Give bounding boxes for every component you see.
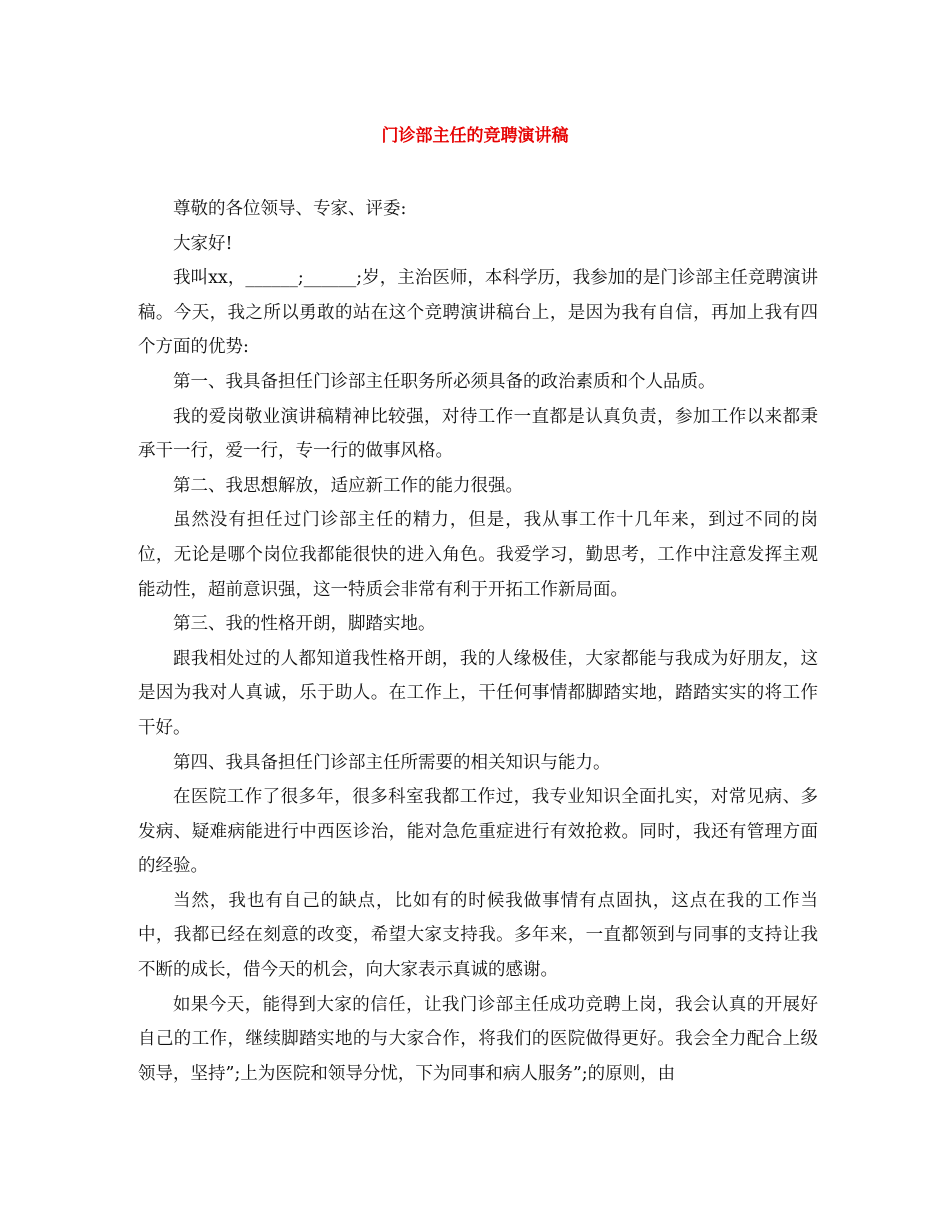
paragraph-hello: 大家好!: [173, 233, 233, 254]
paragraph-point-one: 第一、我具备担任门诊部主任职务所必须具备的政治素质和个人品质。: [173, 371, 716, 392]
paragraph-intro: 我叫xx，______;______;岁，主治医师，本科学历，我参加的是门诊部主任竞聘演讲稿。今天，我之所以勇敢的站在这个竞聘演讲稿台上，是因为我有自信，再加上我有四个方面的优势:: [138, 268, 818, 358]
paragraph-shortcomings: 当然，我也有自己的缺点，比如有的时候我做事情有点固执，这点在我的工作当中，我都已经在刻意的改变，希望大家支持我。多年来，一直都领到与同事的支持让我不断的成长，借今天的机会，向大家表示真诚的感谢。: [138, 890, 818, 981]
document-body: [138, 192, 818, 1091]
paragraph-point-four: 第四、我具备担任门诊部主任所需要的相关知识与能力。: [173, 752, 611, 773]
paragraph-point-one-detail: 我的爱岗敬业演讲稿精神比较强，对待工作一直都是认真负责，参加工作以来都秉承干一行，爱一行，专一行的做事风格。: [138, 406, 818, 462]
paragraph-point-two-detail: 虽然没有担任过门诊部主任的精力，但是，我从事工作十几年来，到过不同的岗位，无论是哪个岗位我都能很快的进入角色。我爱学习，勤思考，工作中注意发挥主观能动性，超前意识强，这一特质会非常有利于开拓工作新局面。: [138, 510, 818, 600]
paragraph-greeting: 尊敬的各位领导、专家、评委:: [173, 199, 407, 219]
paragraph-closing: 如果今天，能得到大家的信任，让我门诊部主任成功竞聘上岗，我会认真的开展好自己的工作，继续脚踏实地的与大家合作，将我们的医院做得更好。我会全力配合上级领导，坚持”;上为医院和领导分忧，下为同事和病人服务”;的原则，由: [138, 994, 818, 1084]
paragraph-point-three-detail: 跟我相处过的人都知道我性格开朗，我的人缘极佳，大家都能与我成为好朋友，这是因为我对人真诚，乐于助人。在工作上，干任何事情都脚踏实地，踏踏实实的将工作干好。: [138, 648, 818, 738]
document-title: 门诊部主任的竞聘演讲稿: [381, 126, 569, 146]
paragraph-point-four-detail: 在医院工作了很多年，很多科室我都工作过，我专业知识全面扎实，对常见病、多发病、疑难病能进行中西医诊治，能对急危重症进行有效抢救。同时，我还有管理方面的经验。: [138, 787, 818, 877]
paragraph-point-two: 第二、我思想解放，适应新工作的能力很强。: [173, 475, 523, 496]
paragraph-point-three: 第三、我的性格开朗，脚踏实地。: [173, 614, 436, 635]
